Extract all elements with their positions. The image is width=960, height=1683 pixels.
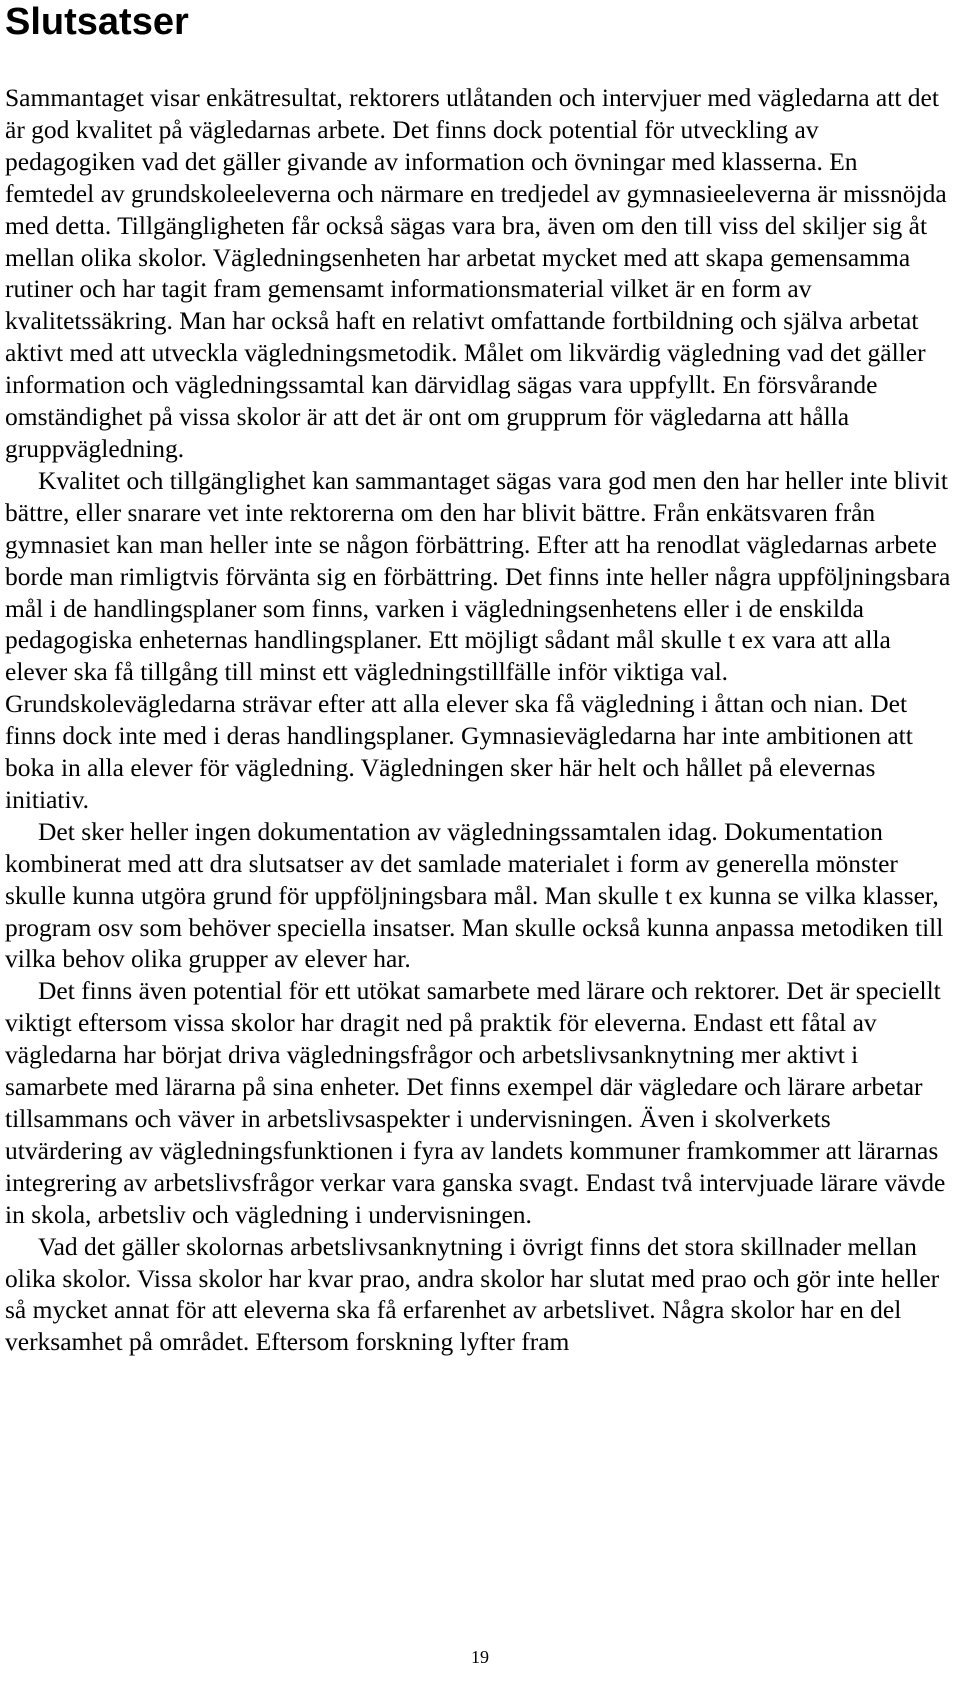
paragraph-3: Det sker heller ingen dokumentation av vägledningssamtalen idag. Dokumentation kombinerat med att dra slutsatser av det samlade materialet i form av generella mönster skulle kunna utgöra grund för uppföljningsbara mål. Man skulle t ex kunna se vilka klasser, program osv som behöver speciella insatser. Man skulle också kunna anpassa metodiken till vilka behov olika grupper av elever har.: [5, 816, 944, 974]
section-heading: Slutsatser: [5, 1, 189, 43]
body-text: [5, 82, 953, 1358]
paragraph-4: Det finns även potential för ett utökat samarbete med lärare och rektorer. Det är speciellt viktigt eftersom vissa skolor har dragit ned på praktik för eleverna. Endast ett fåtal av vägledarna har börjat driva vägledningsfrågor och arbetslivsanknytning mer aktivt i samarbete med lärarna på sina enheter. Det finns exempel där vägledare och lärare arbetar tillsammans och väver in arbetslivsaspekter i undervisningen. Även i skolverkets utvärdering av vägledningsfunktionen i fyra av landets kommuner framkommer att lärarnas integrering av arbetslivsfrågor verkar vara ganska svagt. Endast två intervjuade lärare vävde in skola, arbetsliv och vägledning i undervisningen.: [5, 976, 946, 1229]
page-number: 19: [471, 1647, 489, 1667]
paragraph-2: Kvalitet och tillgänglighet kan sammantaget sägas vara god men den har heller inte blivit bättre, eller snarare vet inte rektorerna om den har blivit bättre. Från enkätsvaren från gymnasiet kan man heller inte se någon förbättring. Efter att ha renodlat vägledarnas arbete borde man rimligtvis förvänta sig en förbättring. Det finns inte heller några uppföljningsbara mål i de handlingsplaner som finns, varken i vägledningsenhetens eller i de enskilda pedagogiska enheternas handlingsplaner. Ett möjligt sådant mål skulle t ex vara att alla elever ska få tillgång till minst ett vägledningstillfälle inför viktiga val. Grundskolevägledarna strävar efter att alla elever ska få vägledning i åttan och nian. Det finns dock inte med i deras handlingsplaner. Gymnasievägledarna har inte ambitionen att boka in alla elever för vägledning. Vägledningen sker här helt och hållet på elevernas initiativ.: [5, 465, 951, 814]
paragraph-5: Vad det gäller skolornas arbetslivsanknytning i övrigt finns det stora skillnader mellan olika skolor. Vissa skolor har kvar prao, andra skolor har slutat med prao och gör inte heller så mycket annat för att eleverna ska få erfarenhet av arbetslivet. Några skolor har en del verksamhet på området. Eftersom forskning lyfter fram: [5, 1231, 940, 1357]
paragraph-1: Sammantaget visar enkätresultat, rektorers utlåtanden och intervjuer med vägledarna att det är god kvalitet på vägledarnas arbete. Det finns dock potential för utveckling av pedagogiken vad det gäller givande av information och övningar med klasserna. En femtedel av grundskoleeleverna och närmare en tredjedel av gymnasieeleverna är missnöjda med detta. Tillgängligheten får också sägas vara bra, även om den till viss del skiljer sig åt mellan olika skolor. Vägledningsenheten har arbetat mycket med att skapa gemensamma rutiner och har tagit fram gemensamt informationsmaterial vilket är en form av kvalitetssäkring. Man har också haft en relativt omfattande fortbildning och själva arbetat aktivt med att utveckla vägledningsmetodik. Målet om likvärdig vägledning vad det gäller information och vägledningssamtal kan därvidlag sägas vara uppfyllt. En försvårande omständighet på vissa skolor är att det är ont om grupprum för vägledarna att hålla gruppvägledning.: [5, 83, 947, 463]
